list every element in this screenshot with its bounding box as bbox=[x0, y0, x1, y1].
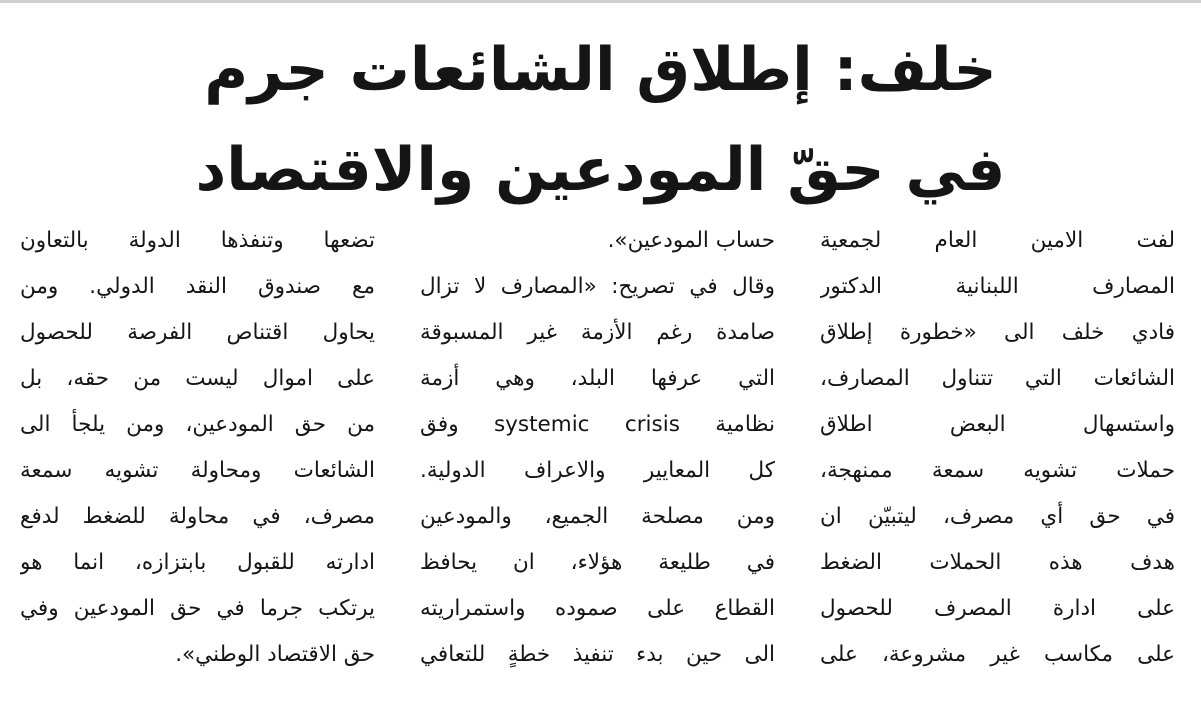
body-line: الشائعات ومحاولة تشويه سمعة bbox=[20, 458, 375, 483]
article-column-2 bbox=[420, 218, 775, 678]
article-body bbox=[10, 218, 1175, 678]
body-line: مع صندوق النقد الدولي. ومن bbox=[20, 274, 375, 299]
body-line: يحاول اقتناص الفرصة للحصول bbox=[20, 320, 375, 345]
body-line: مصرف، في محاولة للضغط لدفع bbox=[20, 504, 375, 529]
body-line: على مكاسب غير مشروعة، على bbox=[820, 642, 1175, 667]
article-column-1 bbox=[820, 218, 1175, 678]
body-line: القطاع على صموده واستمراريته bbox=[420, 596, 775, 621]
body-line: يرتكب جرما في حق المودعين وفي bbox=[20, 596, 375, 621]
article-headline bbox=[40, 20, 1161, 220]
body-line: فادي خلف الى «خطورة إطلاق bbox=[820, 320, 1175, 345]
body-line: على اموال ليست من حقه، بل bbox=[20, 366, 375, 391]
body-line: حساب المودعين». bbox=[607, 228, 775, 253]
body-line: في حق أي مصرف، ليتبيّن ان bbox=[820, 504, 1175, 529]
body-line: الشائعات التي تتناول المصارف، bbox=[820, 366, 1175, 391]
body-line: نظامية systemic crisis وفق bbox=[420, 412, 775, 437]
body-line: على ادارة المصرف للحصول bbox=[820, 596, 1175, 621]
body-line: صامدة رغم الأزمة غير المسبوقة bbox=[420, 320, 775, 345]
top-divider bbox=[0, 0, 1201, 3]
body-line: حملات تشويه سمعة ممنهجة، bbox=[820, 458, 1175, 483]
body-line: هدف هذه الحملات الضغط bbox=[820, 550, 1175, 575]
body-line: المصارف اللبنانية الدكتور bbox=[820, 274, 1175, 299]
body-line: لفت الامين العام لجمعية bbox=[820, 228, 1175, 253]
body-line: حق الاقتصاد الوطني». bbox=[175, 642, 375, 667]
body-line: من حق المودعين، ومن يلجأ الى bbox=[20, 412, 375, 437]
body-line: الى حين بدء تنفيذ خطةٍ للتعافي bbox=[420, 642, 775, 667]
body-line: واستسهال البعض اطلاق bbox=[820, 412, 1175, 437]
headline-line-1: خلف: إطلاق الشائعات جرم bbox=[204, 35, 997, 105]
body-line: ومن مصلحة الجميع، والمودعين bbox=[420, 504, 775, 529]
article-column-3 bbox=[20, 218, 375, 678]
body-line: كل المعايير والاعراف الدولية. bbox=[420, 458, 775, 483]
body-line: في طليعة هؤلاء، ان يحافظ bbox=[420, 550, 775, 575]
body-line: وقال في تصريح: «المصارف لا تزال bbox=[420, 274, 775, 299]
body-line: ادارته للقبول بابتزازه، انما هو bbox=[20, 550, 375, 575]
headline-line-2: في حقّ المودعين والاقتصاد bbox=[195, 135, 1006, 205]
body-line: تضعها وتنفذها الدولة بالتعاون bbox=[20, 228, 375, 253]
body-line: التي عرفها البلد، وهي أزمة bbox=[420, 366, 775, 391]
